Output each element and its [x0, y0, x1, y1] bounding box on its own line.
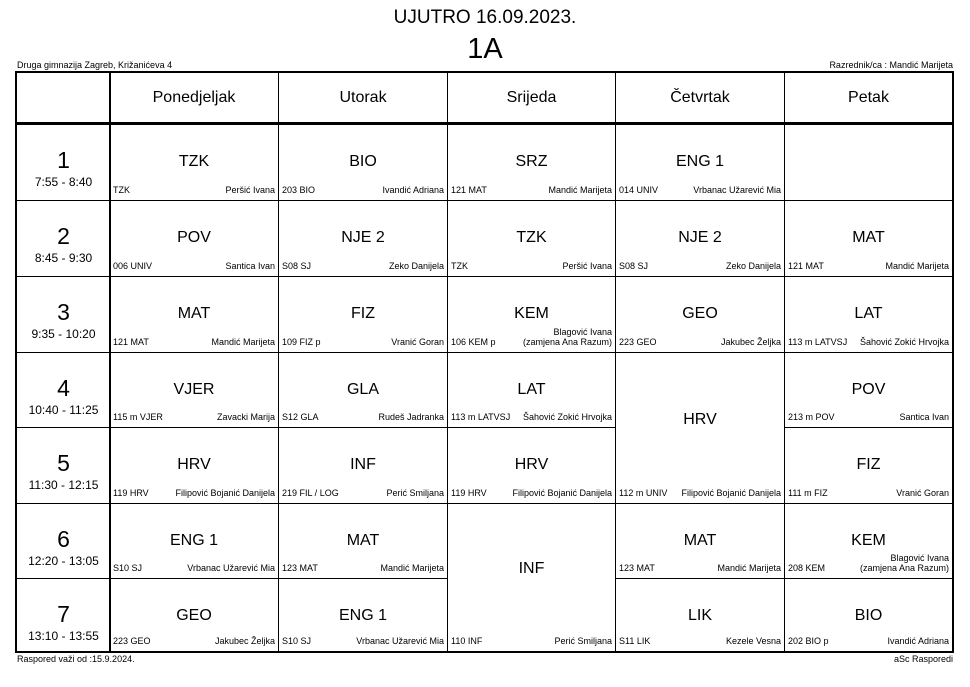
lesson-teacher: Vrbanac Užarević Mia: [356, 636, 444, 646]
lesson-subject: HRV: [514, 456, 549, 473]
lesson-subject: NJE 2: [341, 229, 385, 246]
lesson-cell[interactable]: [615, 200, 784, 276]
lesson-cell[interactable]: [447, 503, 615, 651]
lesson-teacher: Santica Ivan: [899, 412, 949, 422]
lesson-room: 112 m UNIV: [619, 488, 668, 498]
lesson-room: 123 MAT: [282, 563, 318, 573]
day-header: Petak: [784, 73, 952, 123]
period-time: 11:30 - 12:15: [28, 478, 99, 492]
lesson-cell[interactable]: [278, 578, 447, 651]
lesson-teacher: Mandić Marijeta: [885, 261, 949, 271]
lesson-cell[interactable]: [109, 200, 278, 276]
lesson-teacher: Jakubec Željka: [720, 337, 781, 347]
valid-from: Raspored važi od :15.9.2024.: [17, 654, 135, 664]
lesson-room: 213 m POV: [788, 412, 835, 422]
lesson-room: S11 LIK: [619, 636, 651, 646]
lesson-subject: LIK: [687, 607, 712, 624]
lesson-cell[interactable]: [784, 200, 952, 276]
lesson-subject: INF: [350, 456, 376, 473]
lesson-subject: FIZ: [856, 456, 881, 473]
lesson-subject: TZK: [178, 153, 210, 170]
lesson-teacher: Peršić Ivana: [562, 261, 612, 271]
lesson-teacher: Kezele Vesna: [725, 636, 781, 646]
period-number: 7: [57, 601, 70, 627]
period-time: 8:45 - 9:30: [34, 251, 93, 265]
lesson-cell[interactable]: [447, 200, 615, 276]
lesson-cell[interactable]: [784, 578, 952, 651]
lesson-teacher: Zeko Danijela: [725, 261, 781, 271]
lesson-room: 219 FIL / LOG: [282, 488, 339, 498]
lesson-subject: TZK: [516, 229, 547, 246]
school-name: Druga gimnazija Zagreb, Križanićeva 4: [17, 60, 173, 70]
lesson-cell[interactable]: [784, 124, 952, 200]
lesson-room: S08 SJ: [282, 261, 312, 271]
lesson-cell[interactable]: [109, 503, 278, 578]
lesson-room: 113 m LATVSJ: [788, 337, 848, 347]
lesson-subject: FIZ: [351, 305, 375, 322]
lesson-teacher: Zavacki Marija: [216, 412, 275, 422]
period-header: [17, 200, 110, 276]
lesson-cell[interactable]: [109, 352, 278, 427]
period-header: [17, 427, 110, 503]
lesson-room: 110 INF: [451, 636, 483, 646]
period-header: [17, 276, 110, 352]
lesson-room: TZK: [113, 185, 130, 195]
period-time: 9:35 - 10:20: [31, 327, 96, 341]
lesson-room: 119 HRV: [113, 488, 149, 498]
lesson-cell[interactable]: [447, 352, 615, 427]
day-header: Četvrtak: [615, 73, 784, 123]
period-number: 2: [57, 223, 70, 249]
lesson-cell[interactable]: [278, 124, 447, 200]
lesson-teacher: Perić Smiljana: [386, 488, 444, 498]
lesson-subject: ENG 1: [338, 607, 387, 624]
lesson-room: S08 SJ: [619, 261, 649, 271]
lesson-cell[interactable]: [278, 427, 447, 503]
period-time: 13:10 - 13:55: [28, 629, 99, 643]
lesson-room: 006 UNIV: [113, 261, 153, 271]
lesson-cell[interactable]: [784, 503, 952, 578]
lesson-cell[interactable]: [615, 124, 784, 200]
period-time: 7:55 - 8:40: [34, 175, 93, 189]
lesson-room: TZK: [451, 261, 468, 271]
period-number: 1: [57, 147, 70, 173]
lesson-room: 111 m FIZ: [788, 488, 828, 498]
lesson-subject: LAT: [854, 305, 883, 322]
lesson-subject: POV: [177, 229, 211, 246]
lesson-room: 121 MAT: [788, 261, 824, 271]
lesson-subject: KEM: [514, 305, 549, 322]
lesson-cell[interactable]: [784, 427, 952, 503]
lesson-cell[interactable]: [278, 276, 447, 352]
lesson-room: S12 GLA: [282, 412, 319, 422]
lesson-subject: SRZ: [515, 153, 548, 170]
lesson-teacher: Šahović Zokić Hrvojka: [859, 337, 949, 347]
lesson-subject: MAT: [852, 229, 885, 246]
lesson-cell[interactable]: [615, 352, 784, 503]
lesson-cell[interactable]: [784, 352, 952, 427]
class-name: 1A: [467, 33, 503, 65]
lesson-subject: NJE 2: [678, 229, 722, 246]
lesson-subject: INF: [518, 560, 545, 577]
lesson-room: 014 UNIV: [619, 185, 659, 195]
lesson-teacher: Blagović Ivana (zamjena Ana Razum): [522, 327, 612, 347]
period-time: 10:40 - 11:25: [28, 403, 99, 417]
lesson-room: 113 m LATVSJ: [451, 412, 511, 422]
lesson-teacher: Ivandić Adriana: [382, 185, 444, 195]
schedule-title: UJUTRO 16.09.2023.: [393, 7, 577, 28]
lesson-teacher: Vranić Goran: [391, 337, 444, 347]
lesson-room: 223 GEO: [619, 337, 657, 347]
lesson-subject: BIO: [349, 153, 377, 170]
lesson-room: 203 BIO: [282, 185, 316, 195]
period-header: [17, 503, 110, 578]
period-number: 6: [57, 526, 70, 552]
lesson-cell[interactable]: [447, 124, 615, 200]
period-header: [17, 352, 110, 427]
lesson-room: S10 SJ: [282, 636, 312, 646]
lesson-cell[interactable]: [447, 276, 615, 352]
lesson-teacher: Šahović Zokić Hrvojka: [522, 412, 612, 422]
lesson-subject: POV: [851, 381, 886, 398]
lesson-room: 208 KEM: [788, 563, 826, 573]
lesson-subject: HRV: [683, 411, 717, 428]
lesson-teacher: Filipović Bojanić Danijela: [681, 488, 781, 498]
period-number: 5: [57, 450, 70, 476]
timetable-grid: [15, 71, 954, 653]
lesson-room: 115 m VJER: [113, 412, 163, 422]
lesson-cell[interactable]: [109, 578, 278, 651]
lesson-room: S10 SJ: [113, 563, 143, 573]
lesson-teacher: Zeko Danijela: [388, 261, 444, 271]
lesson-subject: LAT: [517, 381, 546, 398]
lesson-subject: ENG 1: [169, 532, 218, 549]
lesson-subject: GEO: [682, 305, 718, 322]
period-time: 12:20 - 13:05: [28, 554, 99, 568]
lesson-teacher: Ivandić Adriana: [887, 636, 949, 646]
lesson-teacher: Mandić Marijeta: [211, 337, 275, 347]
lesson-subject: MAT: [177, 305, 211, 322]
lesson-teacher: Santica Ivan: [225, 261, 275, 271]
lesson-room: 121 MAT: [113, 337, 149, 347]
lesson-teacher: Mandić Marijeta: [548, 185, 612, 195]
lesson-teacher: Filipović Bojanić Danijela: [512, 488, 612, 498]
lesson-teacher: Perić Smiljana: [554, 636, 612, 646]
lesson-subject: MAT: [683, 532, 717, 549]
lesson-room: 121 MAT: [451, 185, 487, 195]
lesson-room: 223 GEO: [113, 636, 151, 646]
lesson-teacher: Vrbanac Užarević Mia: [693, 185, 781, 195]
lesson-teacher: Vranić Goran: [896, 488, 949, 498]
day-header: Utorak: [278, 73, 447, 123]
lesson-cell[interactable]: [278, 200, 447, 276]
lesson-room: 119 HRV: [451, 488, 487, 498]
lesson-subject: MAT: [346, 532, 380, 549]
lesson-cell[interactable]: [278, 352, 447, 427]
lesson-cell[interactable]: [615, 276, 784, 352]
lesson-subject: KEM: [851, 532, 886, 549]
lesson-teacher: Peršić Ivana: [225, 185, 275, 195]
lesson-room: 123 MAT: [619, 563, 655, 573]
lesson-teacher: Mandić Marijeta: [380, 563, 444, 573]
lesson-cell[interactable]: [109, 124, 278, 200]
lesson-teacher: Mandić Marijeta: [717, 563, 781, 573]
generator-name: aSc Rasporedi: [893, 654, 953, 664]
lesson-subject: VJER: [173, 381, 215, 398]
lesson-cell[interactable]: [447, 427, 615, 503]
lesson-teacher: Vrbanac Užarević Mia: [187, 563, 275, 573]
lesson-subject: GEO: [176, 607, 212, 624]
lesson-cell[interactable]: [278, 503, 447, 578]
lesson-teacher: Jakubec Željka: [214, 636, 275, 646]
lesson-cell[interactable]: [109, 427, 278, 503]
lesson-room: 202 BIO p: [788, 636, 829, 646]
class-teacher: Razrednik/ca : Mandić Marijeta: [829, 60, 953, 70]
period-number: 3: [57, 299, 70, 325]
lesson-subject: BIO: [854, 607, 883, 624]
lesson-teacher: Filipović Bojanić Danijela: [175, 488, 275, 498]
day-header: Ponedjeljak: [109, 73, 278, 123]
lesson-subject: GLA: [346, 381, 379, 398]
period-header: [17, 124, 110, 200]
lesson-teacher: Blagović Ivana (zamjena Ana Razum): [859, 553, 949, 573]
lesson-subject: ENG 1: [675, 153, 724, 170]
day-header: Srijeda: [447, 73, 615, 123]
period-number: 4: [57, 375, 70, 401]
lesson-cell[interactable]: [109, 276, 278, 352]
lesson-subject: HRV: [177, 456, 211, 473]
lesson-cell[interactable]: [615, 503, 784, 578]
lesson-teacher: Rudeš Jadranka: [378, 412, 444, 422]
lesson-room: 109 FIZ p: [282, 337, 321, 347]
lesson-cell[interactable]: [615, 578, 784, 651]
lesson-room: 106 KEM p: [451, 337, 496, 347]
period-header: [17, 578, 110, 651]
lesson-cell[interactable]: [784, 276, 952, 352]
